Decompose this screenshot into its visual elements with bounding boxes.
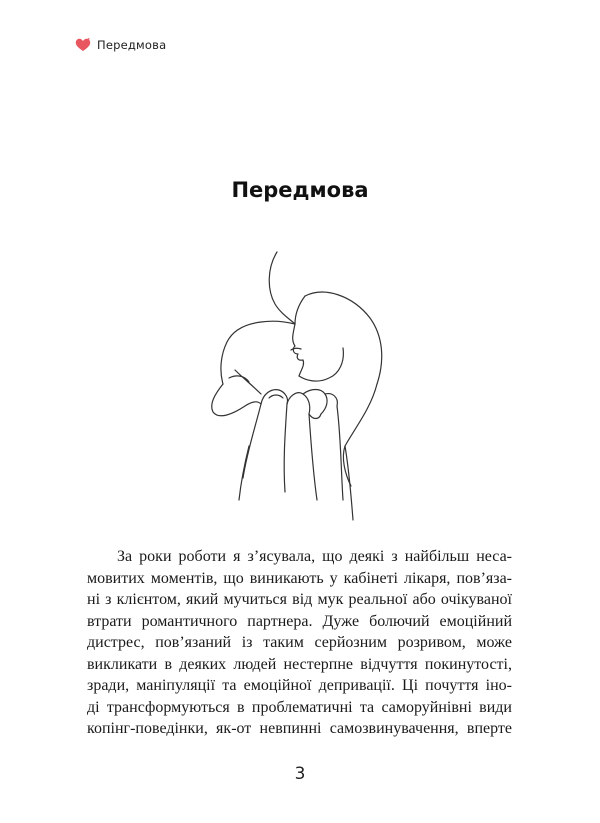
body-paragraph xyxy=(87,546,512,740)
body-line: мовитих моментів, що виникають у кабінеті лікаря, пов’яза- xyxy=(87,569,512,587)
heart-icon xyxy=(75,38,91,52)
page-number: 3 xyxy=(294,764,306,784)
body-line: втрати романтичного партнера. Дуже болючий емоційний xyxy=(87,612,512,630)
chapter-title: Передмова xyxy=(231,178,369,202)
body-line: ді трансформуються в проблематичні та саморуйнівні види xyxy=(87,698,512,716)
body-line: ні з клієнтом, який мучиться від мук реальної або очікуваної xyxy=(87,591,512,608)
running-header xyxy=(75,38,166,52)
body-line: За роки роботи я з’ясувала, що деякі з найбільш неса- xyxy=(117,548,512,565)
body-line: копінг-поведінки, як-от невпинні самозвинувачення, вперте xyxy=(87,720,512,737)
body-line: зради, маніпуляції та емоційної депривації. Ці почуття іно- xyxy=(87,677,512,694)
running-header-label: Передмова xyxy=(97,38,167,52)
body-line: викликати в деяких людей нестерпне відчуття покинутості, xyxy=(87,655,512,673)
body-line: дистрес, пов’язаний із таким серйозним розривом, може xyxy=(87,634,512,651)
couple-line-drawing-illustration xyxy=(195,238,405,538)
